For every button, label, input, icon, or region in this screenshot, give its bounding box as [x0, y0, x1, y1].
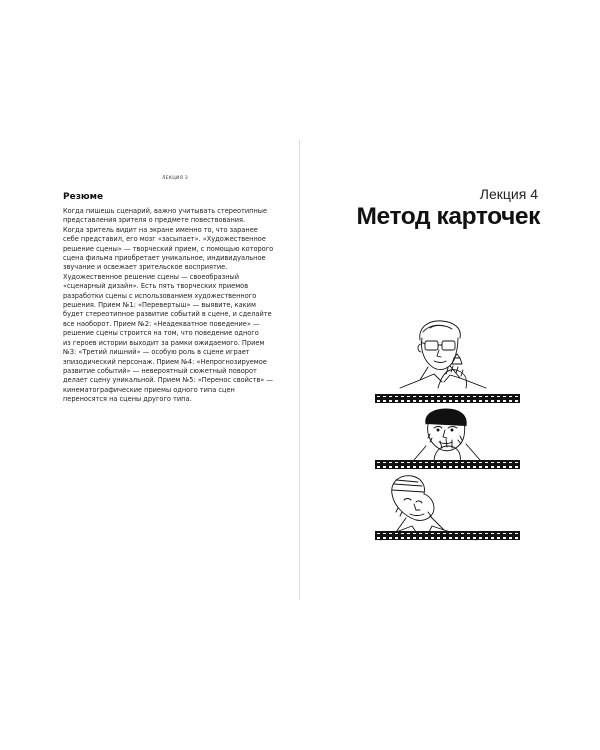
- summary-line: №3: «Третий лишний» — особую роль в сцене играет: [63, 348, 250, 357]
- summary-line: все наоборот. Прием №2: «Неадекватное поведение» —: [63, 319, 260, 328]
- summary-line: Когда пишешь сценарий, важно учитывать стереотипные: [63, 207, 268, 215]
- illustration-man-glasses: [390, 318, 500, 390]
- page-gutter: [299, 140, 300, 600]
- summary-line: из героев истории выходит за рамки ожидаемого. Прием: [63, 338, 265, 347]
- summary-line: будет стереотипное развитие событий в сцене, и сделайте: [63, 310, 272, 319]
- summary-line: делает сцену уникальной. Прием №5: «Перенос свойств» —: [63, 376, 273, 385]
- running-head: ЛЕКЦИЯ 3: [161, 176, 189, 181]
- summary-line: решение сцены строится на том, что поведение одного: [63, 329, 259, 338]
- summary-line: представления зрителя о предмете повествования.: [63, 216, 246, 225]
- film-strip: [375, 531, 520, 540]
- summary-line: решения. Прием №1: «Перевертыш» — выявите, каким: [63, 301, 256, 310]
- summary-line: кинематографические приемы одного типа сцен: [63, 385, 235, 394]
- summary-title: Резюме: [63, 192, 104, 202]
- summary-line: Когда зритель видит на экране именно то, что заранее: [63, 225, 258, 234]
- illustration-man-thinking: [412, 408, 482, 462]
- summary-line: эпизодический персонаж. Прием №4: «Непрогнозируемое: [63, 357, 267, 366]
- summary-section: [63, 192, 278, 405]
- summary-line: переносятся на сцены другого типа.: [63, 395, 192, 404]
- film-strip: [375, 394, 520, 403]
- summary-line: разработки сцены с использованием художественного: [63, 291, 257, 300]
- summary-line: сцена фильма приобретает уникальное, индивидуальное: [63, 254, 266, 263]
- summary-line: себе представил, его мозг «засыпает». «Художественное: [63, 235, 266, 244]
- film-strip: [375, 460, 520, 469]
- summary-line: звучание и освежает зрительское восприятие.: [63, 263, 228, 272]
- summary-body: [63, 207, 278, 405]
- summary-line: Художественное решение сцены — своеобразный: [63, 272, 240, 281]
- lecture-label: Лекция 4: [479, 186, 538, 202]
- summary-line: «сценарный дизайн». Есть пять творческих приемов: [63, 282, 249, 291]
- lecture-title: Метод карточек: [356, 203, 540, 230]
- summary-line: развитие событий» — невероятный сюжетный поворот: [63, 366, 257, 375]
- summary-line: решение сцены» — творческий прием, с помощью которого: [63, 244, 274, 253]
